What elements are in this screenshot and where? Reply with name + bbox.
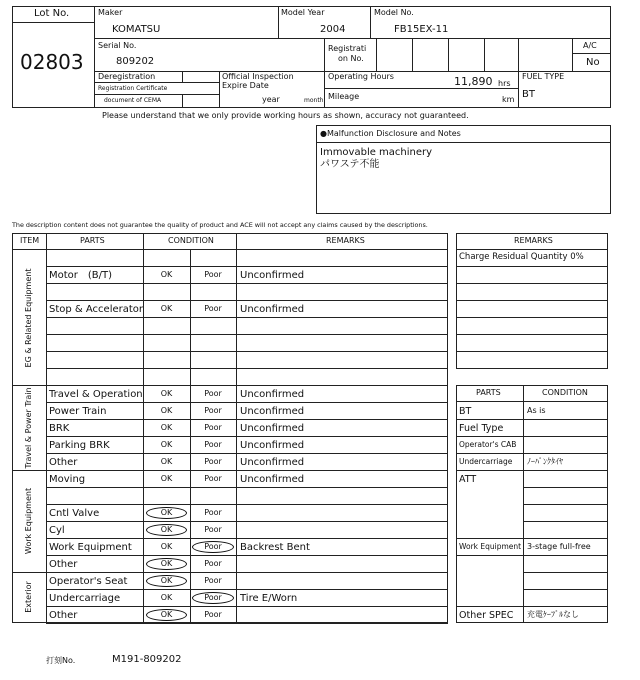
ac-value: No <box>586 57 600 68</box>
row-part: Other <box>49 457 78 468</box>
row-remark: Unconfirmed <box>240 440 305 451</box>
lot-no: 02803 <box>20 50 84 74</box>
model-year-value: 2004 <box>320 24 346 35</box>
side-part: Work Equipment <box>459 542 522 551</box>
row-ok: OK <box>160 474 173 483</box>
side-condition: 3-stage full-free <box>527 542 591 551</box>
row-ok: OK <box>160 610 173 619</box>
row-remark: Unconfirmed <box>240 474 305 485</box>
side-condition: As is <box>527 406 546 415</box>
group-travel: Travel & Power Train <box>24 387 33 469</box>
row-poor: Poor <box>204 440 222 449</box>
row-poor: Poor <box>204 457 222 466</box>
row-ok: OK <box>160 542 173 551</box>
side-parts-header-parts: PARTS <box>476 388 501 397</box>
row-poor: Poor <box>204 559 222 568</box>
row-part: BRK <box>49 423 70 434</box>
row-poor: Poor <box>204 576 222 585</box>
operating-hours-value: 11,890 <box>454 75 493 88</box>
serial-no-label: Serial No. <box>98 41 137 50</box>
row-poor: Poor <box>204 474 222 483</box>
hours-disclaimer: Please understand that we only provide working hours as shown, accuracy not guaranteed. <box>102 111 469 120</box>
ok-circle <box>146 609 187 621</box>
row-part: Parking BRK <box>49 440 110 451</box>
side-condition: 充電ｹｰﾌﾞﾙなし <box>527 610 579 619</box>
row-remark: Unconfirmed <box>240 457 305 468</box>
registration-no-label-2: on No. <box>338 54 364 63</box>
side-part: ATT <box>459 474 477 485</box>
side-part: Other SPEC <box>459 610 514 621</box>
ok-circle <box>146 575 187 587</box>
model-no-value: FB15EX-11 <box>394 24 449 35</box>
side-part: Operator's CAB <box>459 440 517 449</box>
row-ok: OK <box>160 406 173 415</box>
official-inspection-label-1: Official Inspection <box>222 72 294 81</box>
header-condition: CONDITION <box>168 236 214 245</box>
row-poor: Poor <box>204 270 222 279</box>
km-unit: km <box>502 95 515 104</box>
row-ok: OK <box>160 593 173 602</box>
registration-certificate-label: Registration Certificate <box>98 85 168 92</box>
registration-no-label-1: Registrati <box>328 44 367 53</box>
row-poor: Poor <box>204 525 222 534</box>
fuel-type-value: BT <box>522 89 535 100</box>
maker-value: KOMATSU <box>112 24 161 35</box>
side-remarks-header: REMARKS <box>514 236 553 245</box>
row-part: Travel & Operation <box>49 389 143 400</box>
model-no-label: Model No. <box>374 8 414 17</box>
side-parts-header-condition: CONDITION <box>542 388 588 397</box>
row-part: Cntl Valve <box>49 508 100 519</box>
row-poor: Poor <box>204 304 222 313</box>
row-ok: OK <box>160 559 173 568</box>
ac-label: A/C <box>583 41 597 50</box>
row-poor: Poor <box>204 406 222 415</box>
row-poor: Poor <box>204 542 222 551</box>
operating-hours-label: Operating Hours <box>328 72 394 81</box>
row-ok: OK <box>160 423 173 432</box>
description-disclaimer: The description content does not guarantee the quality of product and ACE will not accept any claims caused by the descriptions. <box>12 221 428 229</box>
lot-no-label: Lot No. <box>34 8 70 19</box>
year-label: year <box>262 95 280 104</box>
stamp-no-label: 打刻No. <box>46 656 76 665</box>
row-remark: Backrest Bent <box>240 542 310 553</box>
ok-circle <box>146 558 187 570</box>
row-ok: OK <box>160 457 173 466</box>
row-part: Cyl <box>49 525 65 536</box>
document-cema-label: document of CEMA <box>104 97 162 104</box>
row-remark: Tire E/Worn <box>240 593 298 604</box>
row-remark: Unconfirmed <box>240 270 305 281</box>
group-eg: EG & Related Equipment <box>24 268 33 368</box>
row-part: Undercarriage <box>49 593 121 604</box>
header-remarks: REMARKS <box>326 236 365 245</box>
row-part: Work Equipment <box>49 542 132 553</box>
row-ok: OK <box>160 270 173 279</box>
row-part: Power Train <box>49 406 107 417</box>
ok-circle <box>146 524 187 536</box>
row-poor: Poor <box>204 610 222 619</box>
row-poor: Poor <box>204 389 222 398</box>
ok-circle <box>146 507 187 519</box>
row-part: Other <box>49 559 78 570</box>
row-ok: OK <box>160 508 173 517</box>
model-year-label: Model Year <box>281 8 325 17</box>
row-remark: Unconfirmed <box>240 406 305 417</box>
deregistration-label: Deregistration <box>98 72 156 81</box>
row-part: Stop & Accelerator <box>49 304 144 315</box>
row-poor: Poor <box>204 593 222 602</box>
row-poor: Poor <box>204 423 222 432</box>
mileage-label: Mileage <box>328 92 360 101</box>
row-ok: OK <box>160 389 173 398</box>
row-part: Motor (B/T) <box>49 270 113 281</box>
malfunction-line-1: Immovable machinery <box>320 147 433 158</box>
group-work: Work Equipment <box>24 487 33 555</box>
row-ok: OK <box>160 525 173 534</box>
side-part: Undercarriage <box>459 457 513 466</box>
fuel-type-label: FUEL TYPE <box>522 72 565 81</box>
row-part: Operator's Seat <box>49 576 128 587</box>
poor-circle <box>192 541 234 553</box>
maker-label: Maker <box>98 8 123 17</box>
group-exterior: Exterior <box>24 581 33 613</box>
side-condition: ﾉｰﾊﾟﾝｸﾀｲﾔ <box>527 457 563 466</box>
poor-circle <box>192 592 234 604</box>
malfunction-title: ●Malfunction Disclosure and Notes <box>320 129 461 138</box>
row-remark: Unconfirmed <box>240 304 305 315</box>
row-remark: Unconfirmed <box>240 423 305 434</box>
side-remarks-line-1: Charge Residual Quantity 0% <box>459 252 584 262</box>
row-remark: Unconfirmed <box>240 389 305 400</box>
header-item: ITEM <box>20 236 40 245</box>
side-part: BT <box>459 406 472 417</box>
row-ok: OK <box>160 304 173 313</box>
row-ok: OK <box>160 440 173 449</box>
row-part: Other <box>49 610 78 621</box>
row-ok: OK <box>160 576 173 585</box>
stamp-no-value: M191-809202 <box>112 654 182 665</box>
serial-no-value: 809202 <box>116 56 155 67</box>
row-poor: Poor <box>204 508 222 517</box>
official-inspection-label-2: Expire Date <box>222 81 269 90</box>
month-label: month <box>304 97 324 104</box>
row-part: Moving <box>49 474 86 485</box>
header-parts: PARTS <box>80 236 105 245</box>
side-part: Fuel Type <box>459 423 504 434</box>
malfunction-line-2: パワステ不能 <box>320 159 380 170</box>
hrs-unit: hrs <box>498 79 511 88</box>
